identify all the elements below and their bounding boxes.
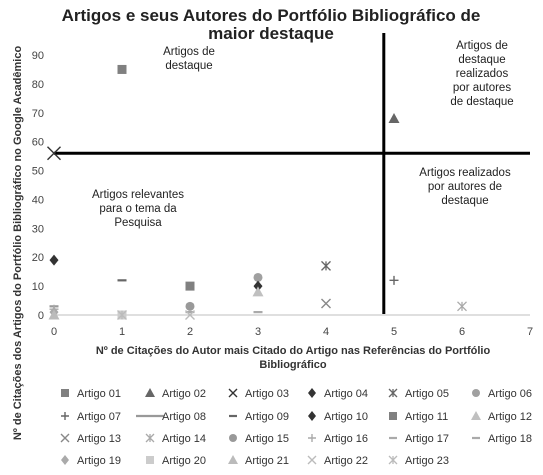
legend-label: Artigo 02 (162, 388, 207, 400)
legend-item (61, 388, 121, 400)
legend-item (61, 433, 121, 445)
legend-label: Artigo 03 (245, 388, 290, 400)
chart-title-line: maior destaque (208, 24, 334, 43)
legend-marker (229, 389, 237, 397)
legend-item (389, 388, 449, 400)
legend-item (61, 455, 121, 467)
legend-label: Artigo 01 (77, 388, 122, 400)
data-point-artigo-14 (458, 302, 467, 311)
y-axis-title: Nº de Citações dos Artigos do Portfólio Bibliográfico no Google Acadêmico (12, 45, 24, 441)
annotation-top-left: Artigos de (163, 46, 215, 58)
legend-item (389, 455, 449, 467)
annotation-bottom-left: Artigos relevantes (91, 189, 185, 201)
chart-title-line: Artigos e seus Autores do Portfólio Bibliográfico de (61, 6, 481, 25)
legend-label: Artigo 17 (405, 433, 450, 445)
legend-marker (61, 434, 69, 442)
legend-item (146, 433, 206, 445)
annotation-top-right: Artigos de (456, 40, 508, 52)
data-point-artigo-01 (118, 65, 127, 74)
y-tick-label: 80 (31, 78, 44, 91)
legend-item (389, 433, 449, 445)
legend-marker (308, 411, 316, 421)
legend-item (472, 433, 532, 445)
legend-label: Artigo 20 (162, 455, 207, 467)
annotation-top-right: realizados (455, 68, 509, 80)
legend-item (229, 411, 289, 423)
legend-item (472, 388, 532, 400)
legend-marker (389, 389, 397, 397)
x-tick-label: 0 (50, 326, 58, 338)
legend-label: Artigo 14 (162, 433, 207, 445)
legend-item (145, 388, 206, 400)
data-point-artigo-05 (322, 261, 331, 270)
legend-item (308, 411, 368, 423)
legend-label: Artigo 12 (488, 411, 533, 423)
legend-item (308, 455, 368, 467)
annotation-bottom-right: destaque (441, 195, 489, 207)
legend-item (61, 411, 121, 423)
y-tick-label: 90 (31, 50, 44, 62)
legend-item (229, 388, 289, 400)
y-tick-label: 0 (37, 310, 44, 322)
annotation-bottom-right: Artigos realizados (419, 167, 511, 179)
legend-label: Artigo 19 (77, 455, 122, 467)
legend-marker (61, 389, 69, 397)
legend-item (136, 411, 206, 423)
data-point-artigo-04 (50, 255, 59, 266)
legend-item (471, 411, 532, 423)
data-point-artigo-13 (322, 299, 331, 308)
annotation-bottom-right: por autores de (427, 181, 503, 193)
legend-label: Artigo 21 (245, 455, 290, 467)
legend-marker (308, 434, 316, 442)
x-axis-title-line: Bibliográfico (259, 359, 327, 371)
legend-label: Artigo 09 (245, 411, 290, 423)
y-tick-label: 30 (31, 223, 44, 236)
legend-marker (146, 434, 154, 442)
y-tick-label: 10 (31, 281, 44, 294)
data-point-artigo-12 (253, 286, 264, 296)
x-tick-label: 3 (254, 326, 262, 338)
x-tick-label: 4 (322, 326, 330, 338)
legend-item (308, 433, 368, 445)
legend-marker (228, 455, 238, 464)
annotation-bottom-left: para o tema da (99, 203, 177, 215)
x-tick-label: 7 (526, 326, 534, 338)
data-point-artigo-06 (254, 273, 263, 282)
legend-marker (308, 456, 316, 464)
y-tick-label: 60 (31, 136, 44, 149)
annotation-top-right: de destaque (450, 96, 514, 108)
legend-label: Artigo 07 (77, 411, 122, 423)
legend-label: Artigo 05 (405, 388, 450, 400)
annotation-bottom-left: Pesquisa (114, 217, 162, 229)
legend-marker (61, 412, 69, 420)
x-tick-label: 5 (390, 326, 398, 338)
legend-label: Artigo 18 (488, 433, 533, 445)
legend-label: Artigo 22 (324, 455, 369, 467)
legend-label: Artigo 13 (77, 433, 122, 445)
legend-label: Artigo 06 (488, 388, 533, 400)
x-axis-title-line: Nº de Citações do Autor mais Citado do Artigo nas Referências do Portfólio (95, 345, 491, 357)
legend-item (389, 411, 448, 423)
legend-marker (472, 389, 480, 397)
legend-marker (145, 388, 155, 397)
y-tick-label: 40 (31, 194, 44, 207)
annotation-top-left: destaque (165, 60, 213, 72)
data-point-artigo-15 (186, 302, 195, 311)
legend-label: Artigo 23 (405, 455, 450, 467)
data-point-artigo-07 (390, 276, 399, 285)
annotation-top-right: destaque (458, 54, 506, 66)
legend-label: Artigo 08 (162, 411, 207, 423)
legend-label: Artigo 11 (405, 411, 449, 423)
data-point-artigo-02 (389, 113, 400, 123)
legend-marker (61, 455, 69, 465)
y-tick-label: 20 (31, 252, 44, 265)
x-tick-label: 1 (118, 326, 126, 338)
y-tick-label: 50 (31, 165, 44, 178)
legend-item (228, 455, 289, 467)
legend-item (229, 433, 289, 445)
annotation-top-right: por autores (452, 82, 512, 94)
legend-label: Artigo 04 (324, 388, 369, 400)
legend-label: Artigo 16 (324, 433, 369, 445)
legend-item (146, 455, 206, 467)
legend-label: Artigo 15 (245, 433, 290, 445)
legend-marker (229, 434, 237, 442)
data-point-artigo-11 (186, 282, 195, 291)
legend-marker (146, 456, 154, 464)
legend-label: Artigo 10 (324, 411, 369, 423)
legend-marker (308, 388, 316, 398)
y-tick-label: 70 (31, 107, 44, 120)
legend-marker (471, 411, 481, 420)
legend-marker (389, 412, 397, 420)
legend-marker (389, 456, 397, 464)
legend-item (308, 388, 368, 400)
x-tick-label: 2 (186, 326, 194, 338)
x-tick-label: 6 (458, 326, 466, 338)
